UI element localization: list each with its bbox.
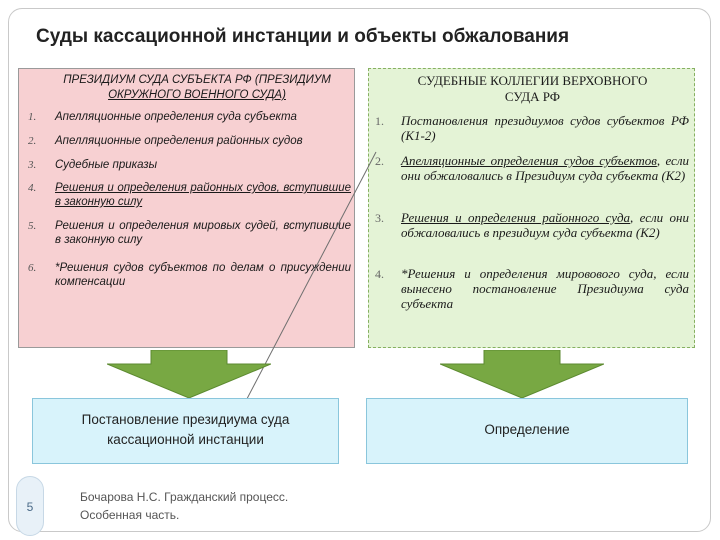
item-text-underlined: Апелляционные определения судов субъектов: [401, 153, 657, 168]
supreme-court-heading-line1: СУДЕБНЫЕ КОЛЛЕГИИ ВЕРХОВНОГО: [417, 73, 648, 88]
collegium-result-label: Определение: [484, 422, 570, 437]
presidium-heading-line1: ПРЕЗИДИУМ СУДА СУБЪЕКТА РФ (ПРЕЗИДИУМ: [63, 74, 331, 86]
down-arrow-left: [107, 350, 271, 398]
item-text: Решения и определения мировых судей, вступившие в законную силу: [55, 220, 351, 246]
item-number: 2.: [28, 135, 37, 147]
item-number: 4.: [375, 267, 384, 281]
item-text: Апелляционные определения суда субъекта: [55, 111, 297, 123]
item-number: 2.: [375, 154, 384, 168]
item-text: *Решения судов субъектов по делам о присуждении компенсации: [55, 262, 351, 288]
item-text: Постановления президиумов судов субъектов РФ (К1-2): [401, 113, 689, 143]
presidium-result-line2: кассационной инстанции: [107, 432, 264, 447]
item-number: 1.: [375, 114, 384, 128]
item-number: 3.: [28, 159, 37, 171]
item-number: 6.: [28, 262, 37, 274]
item-text: Апелляционные определения районных судов: [55, 135, 303, 147]
item-text-rest: , если они обжаловались в Президиум суда субъекта (К2): [401, 153, 689, 183]
supreme-court-heading-line2: СУДА РФ: [504, 89, 561, 104]
item-number: 4.: [28, 182, 37, 194]
footer-line1: Бочарова Н.С. Гражданский процесс.: [80, 490, 289, 504]
down-arrow-right: [440, 350, 604, 398]
item-text: *Решения и определения мировового суда, если вынесено постановление Президиума суда субъекта: [401, 266, 689, 311]
footer-line2: Особенная часть.: [80, 508, 180, 522]
item-text: Судебные приказы: [55, 159, 158, 171]
item-number: 3.: [375, 211, 384, 225]
presidium-result-box: [32, 398, 339, 464]
item-number: 5.: [28, 220, 37, 232]
item-text: Решения и определения районных судов, вступившие в законную силу: [55, 182, 351, 208]
footer-citation: [80, 488, 288, 524]
collegium-result-box: [366, 398, 688, 464]
item-text-underlined: Решения и определения районного суда: [401, 210, 631, 225]
presidium-result-line1: Постановление президиума суда: [81, 412, 290, 427]
slide-number: 5: [16, 476, 44, 536]
item-text-rest: , если они обжаловались в президиум суда субъекта (К2): [401, 210, 689, 240]
slide-title: Суды кассационной инстанции и объекты обжалования: [36, 26, 570, 47]
presidium-heading-line2: ОКРУЖНОГО ВОЕННОГО СУДА): [108, 89, 286, 101]
item-number: 1.: [28, 111, 37, 123]
